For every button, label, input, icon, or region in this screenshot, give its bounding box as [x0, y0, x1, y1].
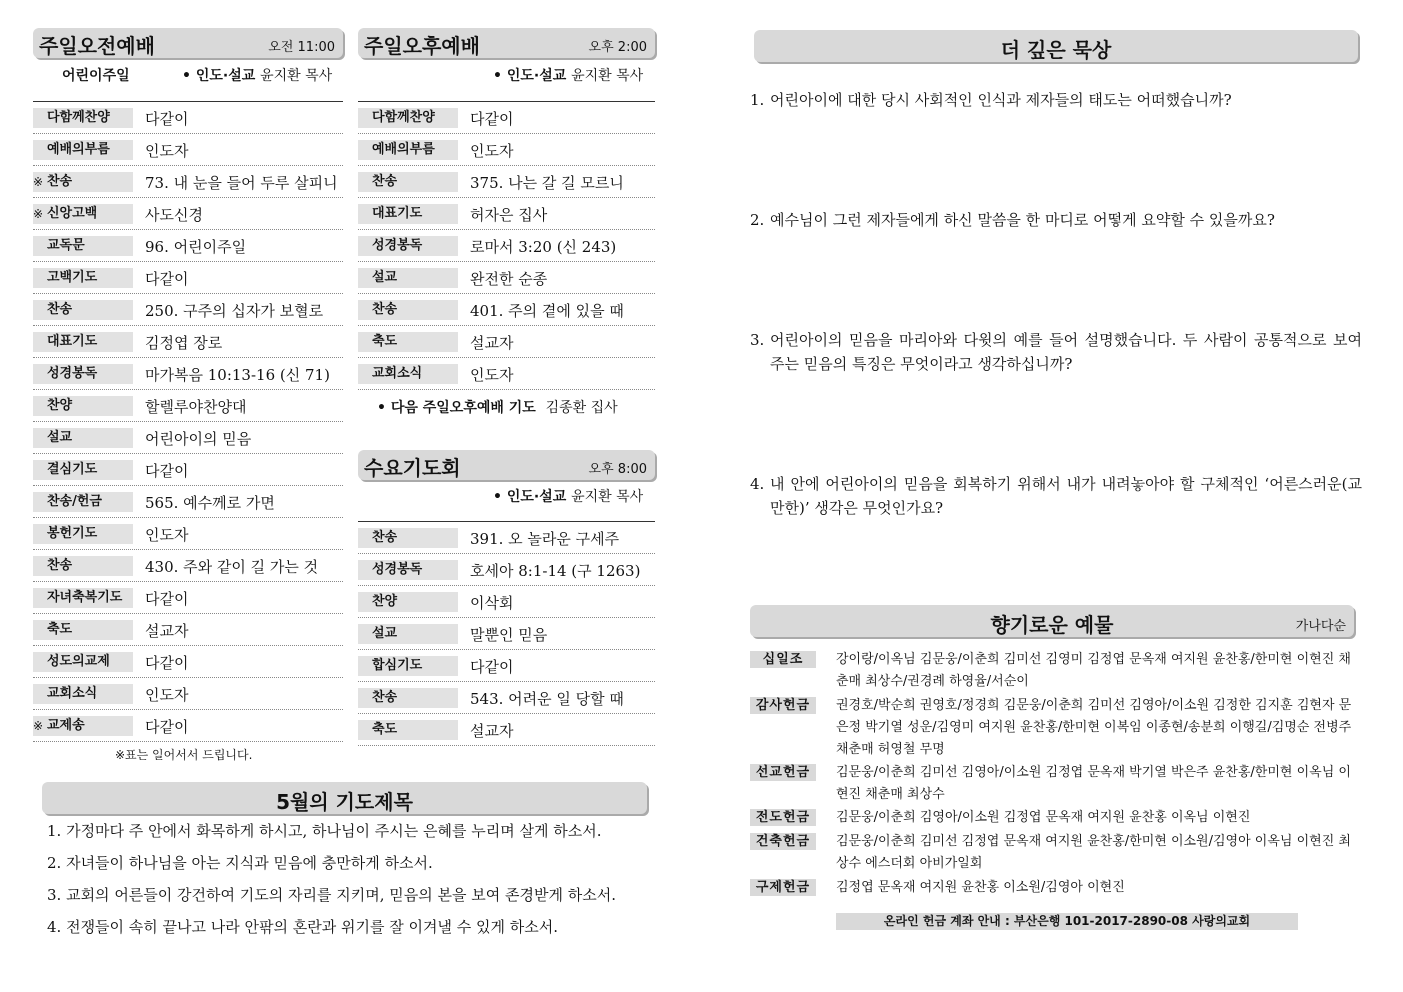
- wednesday-leader: • 인도·설교 윤지환 목사: [493, 489, 644, 505]
- order-label-text: 결심기도: [47, 462, 98, 477]
- order-label: [33, 140, 133, 160]
- order-label-text: 자녀축복기도: [47, 590, 123, 605]
- order-label: [33, 172, 133, 192]
- order-value: 다같이: [145, 462, 189, 480]
- afternoon-service-title: 주일오후예배: [364, 34, 480, 58]
- standing-footnote: ※표는 일어서서 드립니다.: [115, 748, 253, 762]
- order-row: [358, 166, 655, 198]
- afternoon-order-table: [358, 101, 655, 390]
- order-label-text: 찬송: [47, 558, 73, 573]
- prayer-item: 1. 가정마다 주 안에서 화목하게 하시고, 하나님이 주시는 은혜를 누리며 살게 하소서.: [47, 822, 602, 840]
- order-row: [358, 618, 655, 650]
- order-value: 인도자: [145, 142, 189, 160]
- order-label: [33, 236, 133, 256]
- offering-label: 전도헌금: [750, 809, 816, 826]
- order-row: [33, 294, 343, 326]
- morning-subtitle: 어린이주일: [62, 68, 130, 84]
- order-label: [358, 172, 458, 192]
- order-row: [358, 554, 655, 586]
- meditation-question-2: 2. 예수님이 그런 제자들에게 하신 말씀을 한 마디로 어떻게 요약할 수 있을까요?: [750, 211, 1275, 229]
- order-row: [33, 166, 343, 198]
- order-row: [358, 134, 655, 166]
- order-row: [33, 582, 343, 614]
- offering-label: 구제헌금: [750, 879, 816, 896]
- order-label-text: 설교: [372, 626, 398, 641]
- standing-mark: ※: [33, 719, 44, 733]
- next-prayer-note: • 다음 주일오후예배 기도 김종환 집사: [377, 400, 618, 416]
- order-label-text: 설교: [372, 270, 398, 285]
- order-value: 250. 구주의 십자가 보혈로: [145, 302, 324, 320]
- offering-names: 권경호/박순희 권영호/정경희 김문웅/이춘희 김미선 김영아/이소원 김정한 김지훈 김현자 문은정 박기열 성운/김영미 여지원 윤찬홍/한미현 이복임 이종현/송분희 이행길/김명순 전병주 채춘매 허영철 무명: [836, 698, 1352, 757]
- order-value: 다같이: [145, 654, 189, 672]
- offering-names: 김문웅/이춘희 김영아/이소원 김정엽 문옥재 여지원 윤찬홍 이옥님 이현진: [836, 810, 1251, 825]
- order-row: [33, 326, 343, 358]
- prayer-item: 3. 교회의 어른들이 강건하여 기도의 자리를 지키며, 믿음의 본을 보여 존경받게 하소서.: [47, 886, 616, 904]
- wednesday-service-time: 오후 8:00: [588, 462, 647, 477]
- offering-label: 건축헌금: [750, 833, 816, 850]
- wednesday-service-header: [358, 450, 655, 480]
- afternoon-service-header: [358, 28, 655, 58]
- order-value: 다같이: [145, 270, 189, 288]
- order-row: [33, 262, 343, 294]
- order-label: [33, 364, 133, 384]
- order-label-text: 합심기도: [372, 658, 423, 673]
- order-value: 인도자: [145, 686, 189, 704]
- order-value: 이삭회: [470, 594, 514, 612]
- order-value: 호세아 8:1-14 (구 1263): [470, 562, 641, 580]
- order-row: [33, 358, 343, 390]
- meditation-question-4: 4. 내 안에 어린아이의 믿음을 회복하기 위해서 내가 내려놓아야 할 구체적인 ‘어른스러운(교만한)’ 생각은 무엇인가요?: [750, 475, 1362, 517]
- order-row: [358, 326, 655, 358]
- order-label: [33, 716, 133, 736]
- offering-label: 선교헌금: [750, 764, 816, 781]
- order-label: [358, 656, 458, 676]
- order-row: [358, 586, 655, 618]
- order-label-text: 찬송: [47, 174, 73, 189]
- order-label: [358, 364, 458, 384]
- order-label-text: 찬송: [372, 690, 398, 705]
- order-row: [33, 518, 343, 550]
- order-row: [358, 358, 655, 390]
- order-value: 391. 오 놀라운 구세주: [470, 530, 620, 548]
- order-label-text: 찬양: [372, 594, 398, 609]
- order-label: [33, 300, 133, 320]
- order-row: [33, 102, 343, 134]
- meditation-header: [754, 30, 1358, 62]
- order-row: [33, 550, 343, 582]
- order-label-text: 교제송: [47, 718, 85, 733]
- order-label: [358, 236, 458, 256]
- order-label: [358, 140, 458, 160]
- order-value: 허자은 집사: [470, 206, 548, 224]
- order-value: 다같이: [470, 110, 514, 128]
- morning-service-header: [33, 28, 343, 58]
- order-label-text: 예배의부름: [372, 142, 435, 157]
- order-value: 인도자: [145, 526, 189, 544]
- morning-service-time: 오전 11:00: [268, 40, 335, 55]
- order-label-text: 성도의교제: [47, 654, 110, 669]
- order-value: 543. 어려운 일 당할 때: [470, 690, 624, 708]
- offering-names: 김문웅/이춘희 김미선 김영아/이소원 김정엽 문옥재 박기열 박은주 윤찬홍/한미현 이옥님 이현진 채춘매 최상수: [836, 765, 1351, 802]
- order-value: 565. 예수께로 가면: [145, 494, 275, 512]
- order-value: 어린아이의 믿음: [145, 430, 252, 448]
- offering-names: 김문웅/이춘희 김미선 김정엽 문옥재 여지원 윤찬홍/한미현 이소원/김영아 이옥님 이현진 최상수 에스더회 아비가일회: [836, 834, 1351, 871]
- standing-mark: ※: [33, 175, 44, 189]
- order-value: 다같이: [145, 590, 189, 608]
- order-label-text: 다함께찬양: [372, 110, 435, 125]
- order-value: 할렐루야찬양대: [145, 398, 247, 416]
- order-value: 다같이: [145, 110, 189, 128]
- order-value: 마가복음 10:13-16 (신 71): [145, 366, 330, 384]
- order-label: [33, 396, 133, 416]
- order-row: [358, 198, 655, 230]
- online-offering-account: 온라인 헌금 계좌 안내 : 부산은행 101-2017-2890-08 사랑의교회: [836, 913, 1298, 930]
- order-value: 430. 주와 같이 길 가는 것: [145, 558, 319, 576]
- order-row: [358, 682, 655, 714]
- order-label: [33, 652, 133, 672]
- order-value: 다같이: [470, 658, 514, 676]
- order-label: [358, 624, 458, 644]
- offering-label: 십일조: [750, 651, 816, 668]
- order-label-text: 신앙고백: [47, 206, 98, 221]
- order-label: [358, 204, 458, 224]
- afternoon-leader: • 인도·설교 윤지환 목사: [493, 68, 644, 84]
- order-value: 인도자: [470, 142, 514, 160]
- order-label: [33, 524, 133, 544]
- prayer-item: 4. 전쟁들이 속히 끝나고 나라 안팎의 혼란과 위기를 잘 이겨낼 수 있게 하소서.: [47, 918, 558, 936]
- order-value: 96. 어린이주일: [145, 238, 247, 256]
- order-label: [358, 300, 458, 320]
- order-row: [33, 454, 343, 486]
- order-row: [33, 390, 343, 422]
- order-value: 사도신경: [145, 206, 203, 224]
- order-row: [358, 102, 655, 134]
- meditation-title: 더 깊은 묵상: [1000, 38, 1112, 62]
- order-label-text: 대표기도: [47, 334, 98, 349]
- order-label: [358, 528, 458, 548]
- order-label-text: 다함께찬양: [47, 110, 110, 125]
- order-value: 375. 나는 갈 길 모르니: [470, 174, 624, 192]
- order-label: [33, 684, 133, 704]
- order-row: [358, 262, 655, 294]
- offering-label: 감사헌금: [750, 697, 816, 714]
- order-row: [358, 522, 655, 554]
- order-label-text: 찬송: [47, 302, 73, 317]
- morning-leader: • 인도·설교 윤지환 목사: [182, 68, 333, 84]
- prayer-topics-header: [42, 782, 647, 814]
- order-label: [33, 428, 133, 448]
- order-row: [33, 678, 343, 710]
- order-label: [33, 204, 133, 224]
- order-value: 73. 내 눈을 들어 두루 살피니: [145, 174, 338, 192]
- order-label: [358, 332, 458, 352]
- order-label: [33, 620, 133, 640]
- order-row: [33, 614, 343, 646]
- prayer-topics-title: 5월의 기도제목: [276, 790, 413, 814]
- standing-mark: ※: [33, 207, 44, 221]
- order-value: 401. 주의 곁에 있을 때: [470, 302, 624, 320]
- order-label-text: 교독문: [47, 238, 85, 253]
- order-row: [33, 134, 343, 166]
- morning-service-title: 주일오전예배: [39, 34, 155, 58]
- order-label: [33, 588, 133, 608]
- order-label-text: 예배의부름: [47, 142, 110, 157]
- order-row: [33, 486, 343, 518]
- order-value: 설교자: [145, 622, 189, 640]
- order-value: 설교자: [470, 722, 514, 740]
- order-label: [33, 108, 133, 128]
- wednesday-service-title: 수요기도회: [364, 456, 461, 480]
- order-label: [358, 108, 458, 128]
- order-label-text: 찬송: [372, 174, 398, 189]
- order-label-text: 찬송: [372, 530, 398, 545]
- order-label-text: 찬송: [372, 302, 398, 317]
- order-row: [358, 714, 655, 746]
- prayer-item: 2. 자녀들이 하나님을 아는 지식과 믿음에 충만하게 하소서.: [47, 854, 433, 872]
- order-label-text: 찬송/헌금: [47, 494, 102, 509]
- offerings-title: 향기로운 예물: [990, 613, 1114, 637]
- order-label-text: 축도: [372, 722, 398, 737]
- order-row: [33, 646, 343, 678]
- order-row: [33, 422, 343, 454]
- order-label-text: 설교: [47, 430, 73, 445]
- order-value: 말뿐인 믿음: [470, 626, 548, 644]
- order-label-text: 축도: [47, 622, 73, 637]
- order-label-text: 대표기도: [372, 206, 423, 221]
- order-row: [358, 294, 655, 326]
- order-value: 다같이: [145, 718, 189, 736]
- offering-names: 김정엽 문옥재 여지원 윤찬홍 이소원/김영아 이현진: [836, 880, 1125, 895]
- order-row: [358, 650, 655, 682]
- afternoon-service-time: 오후 2:00: [588, 40, 647, 55]
- order-label: [33, 460, 133, 480]
- offering-names: 강이랑/이옥님 김문웅/이춘희 김미선 김영미 김정엽 문옥재 여지원 윤찬홍/한미현 이현진 채춘매 최상수/권경례 하영율/서순이: [836, 652, 1351, 689]
- order-label-text: 고백기도: [47, 270, 98, 285]
- order-label-text: 성경봉독: [372, 562, 423, 577]
- order-label-text: 성경봉독: [47, 366, 98, 381]
- morning-order-table: [33, 101, 343, 742]
- order-label-text: 교회소식: [372, 366, 423, 381]
- order-label: [33, 268, 133, 288]
- meditation-question-3: 3. 어린아이의 믿음을 마리아와 다윗의 예를 들어 설명했습니다. 두 사람이 공통적으로 보여 주는 믿음의 특징은 무엇이라고 생각하십니까?: [750, 331, 1362, 373]
- order-value: 인도자: [470, 366, 514, 384]
- order-label: [358, 560, 458, 580]
- order-value: 김정엽 장로: [145, 334, 223, 352]
- order-label: [33, 556, 133, 576]
- order-row: [358, 230, 655, 262]
- order-label-text: 찬양: [47, 398, 73, 413]
- order-label-text: 교회소식: [47, 686, 98, 701]
- order-value: 설교자: [470, 334, 514, 352]
- order-label: [358, 592, 458, 612]
- order-label-text: 봉헌기도: [47, 526, 98, 541]
- order-value: 로마서 3:20 (신 243): [470, 238, 617, 256]
- order-label: [358, 720, 458, 740]
- order-row: [33, 198, 343, 230]
- offerings-header: [750, 605, 1354, 637]
- order-label: [358, 688, 458, 708]
- offerings-order-note: 가나다순: [1295, 619, 1346, 634]
- order-label-text: 축도: [372, 334, 398, 349]
- order-label: [33, 332, 133, 352]
- order-label: [33, 492, 133, 512]
- meditation-question-1: 1. 어린아이에 대한 당시 사회적인 인식과 제자들의 태도는 어떠했습니까?: [750, 91, 1232, 109]
- order-label-text: 성경봉독: [372, 238, 423, 253]
- order-row: [33, 230, 343, 262]
- order-row: [33, 710, 343, 742]
- wednesday-order-table: [358, 521, 655, 746]
- order-value: 완전한 순종: [470, 270, 548, 288]
- order-label: [358, 268, 458, 288]
